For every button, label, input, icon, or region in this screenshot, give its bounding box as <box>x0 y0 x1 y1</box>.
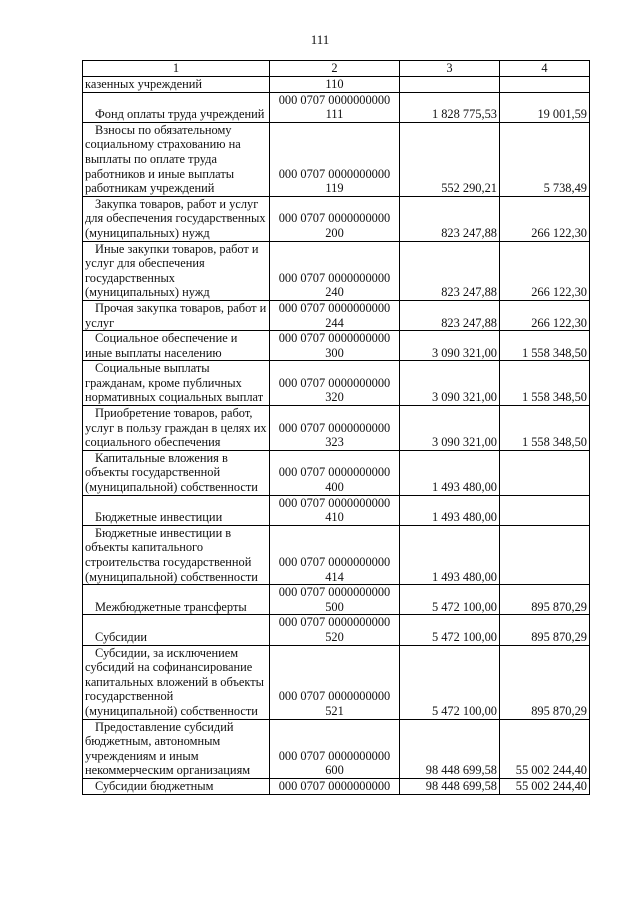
approved-amount: 3 090 321,00 <box>400 406 500 451</box>
approved-amount: 98 448 699,58 <box>400 778 500 794</box>
approved-amount <box>400 77 500 93</box>
table-row <box>83 450 590 495</box>
expense-type-code: 320 <box>325 390 344 405</box>
executed-amount: 1 558 348,50 <box>500 361 590 406</box>
approved-amount: 1 493 480,00 <box>400 450 500 495</box>
executed-amount: 55 002 244,40 <box>500 719 590 778</box>
table-row <box>83 645 590 719</box>
kbk-code: 000 0707 0000000000 <box>278 375 391 390</box>
table-row <box>83 300 590 330</box>
executed-amount <box>500 450 590 495</box>
row-name: Закупка товаров, работ и услуг для обеспечения государственных (муниципальных) нужд <box>83 196 270 241</box>
kbk-code: 000 0707 0000000000 <box>278 748 391 763</box>
expense-type-code: 414 <box>325 569 344 584</box>
row-name: Взносы по обязательному социальному страхованию на выплаты по оплате труда работников и иные выплаты работникам учреждений <box>83 122 270 196</box>
table-row <box>83 122 590 196</box>
row-code <box>270 525 400 584</box>
kbk-code: 000 0707 0000000000 <box>278 689 391 704</box>
kbk-code: 000 0707 0000000000 <box>278 495 391 510</box>
approved-amount: 5 472 100,00 <box>400 645 500 719</box>
row-name: Межбюджетные трансферты <box>83 585 270 615</box>
kbk-code: 000 0707 0000000000 <box>278 585 391 600</box>
kbk-code: 000 0707 0000000000 <box>278 331 391 346</box>
executed-amount: 19 001,59 <box>500 92 590 122</box>
expense-type-code: 410 <box>325 510 344 525</box>
table-row <box>83 196 590 241</box>
approved-amount: 3 090 321,00 <box>400 331 500 361</box>
row-name: Капитальные вложения в объекты государственной (муниципальной) собственности <box>83 450 270 495</box>
row-code <box>270 300 400 330</box>
table-row <box>83 615 590 645</box>
expense-type-code: 600 <box>325 763 344 778</box>
executed-amount: 895 870,29 <box>500 615 590 645</box>
kbk-code: 000 0707 0000000000 <box>278 211 391 226</box>
row-name: Бюджетные инвестиции <box>83 495 270 525</box>
kbk-code: 000 0707 0000000000 <box>278 420 391 435</box>
approved-amount: 823 247,88 <box>400 196 500 241</box>
kbk-code: 000 0707 0000000000 <box>278 465 391 480</box>
approved-amount: 1 493 480,00 <box>400 525 500 584</box>
kbk-code: 000 0707 0000000000 <box>278 166 391 181</box>
approved-amount: 5 472 100,00 <box>400 585 500 615</box>
row-name: казенных учреждений <box>83 77 270 93</box>
expense-type-code: 200 <box>325 225 344 240</box>
table-body <box>83 61 590 795</box>
table-row <box>83 331 590 361</box>
expense-type-code: 240 <box>325 285 344 300</box>
table-row <box>83 525 590 584</box>
kbk-code: 000 0707 0000000000 <box>278 778 391 793</box>
row-code <box>270 406 400 451</box>
executed-amount <box>500 77 590 93</box>
column-number: 3 <box>400 61 500 77</box>
table-row <box>83 241 590 300</box>
row-code <box>270 92 400 122</box>
executed-amount: 266 122,30 <box>500 196 590 241</box>
expense-type-code: 400 <box>325 480 344 495</box>
row-code <box>270 331 400 361</box>
kbk-code: 000 0707 0000000000 <box>278 555 391 569</box>
kbk-code: 000 0707 0000000000 <box>278 300 391 315</box>
row-code <box>270 645 400 719</box>
row-code <box>270 450 400 495</box>
expense-type-code: 111 <box>325 107 344 122</box>
table-row <box>83 361 590 406</box>
row-code <box>270 585 400 615</box>
page-number: 111 <box>310 32 330 47</box>
expense-type-code: 520 <box>325 629 344 644</box>
executed-amount <box>500 495 590 525</box>
row-code <box>270 495 400 525</box>
row-name: Прочая закупка товаров, работ и услуг <box>83 300 270 330</box>
table-row <box>83 585 590 615</box>
executed-amount: 266 122,30 <box>500 241 590 300</box>
table-row <box>83 406 590 451</box>
row-name: Иные закупки товаров, работ и услуг для обеспечения государственных (муниципальных) нужд <box>83 241 270 300</box>
row-name: Субсидии, за исключением субсидий на софинансирование капитальных вложений в объекты государственной (муниципальной) собственности <box>83 645 270 719</box>
executed-amount: 895 870,29 <box>500 585 590 615</box>
row-name: Субсидии <box>83 615 270 645</box>
row-name: Социальные выплаты гражданам, кроме публичных нормативных социальных выплат <box>83 361 270 406</box>
kbk-code: 000 0707 0000000000 <box>278 615 391 630</box>
row-code <box>270 778 400 794</box>
approved-amount: 1 828 775,53 <box>400 92 500 122</box>
table-row <box>83 92 590 122</box>
row-code <box>270 196 400 241</box>
row-name: Социальное обеспечение и иные выплаты населению <box>83 331 270 361</box>
column-number: 1 <box>83 61 270 77</box>
approved-amount: 98 448 699,58 <box>400 719 500 778</box>
column-number: 2 <box>270 61 400 77</box>
row-name: Приобретение товаров, работ, услуг в пользу граждан в целях их социального обеспечения <box>83 406 270 451</box>
expense-type-code: 300 <box>325 345 344 360</box>
table-row <box>83 719 590 778</box>
row-name: Фонд оплаты труда учреждений <box>83 92 270 122</box>
row-name: Предоставление субсидий бюджетным, автономным учреждениям и иным некоммерческим организациям <box>83 719 270 778</box>
executed-amount: 266 122,30 <box>500 300 590 330</box>
executed-amount: 55 002 244,40 <box>500 778 590 794</box>
executed-amount: 5 738,49 <box>500 122 590 196</box>
column-number-row <box>83 61 590 77</box>
approved-amount: 1 493 480,00 <box>400 495 500 525</box>
table-row <box>83 778 590 794</box>
approved-amount: 823 247,88 <box>400 300 500 330</box>
column-number: 4 <box>500 61 590 77</box>
row-code <box>270 122 400 196</box>
row-code <box>270 77 400 93</box>
expense-type-code: 500 <box>325 599 344 614</box>
executed-amount <box>500 525 590 584</box>
expense-type-code: 323 <box>325 435 344 450</box>
row-code <box>270 719 400 778</box>
budget-table <box>82 60 590 795</box>
executed-amount: 1 558 348,50 <box>500 331 590 361</box>
approved-amount: 3 090 321,00 <box>400 361 500 406</box>
row-code <box>270 241 400 300</box>
expense-type-code: 119 <box>325 181 344 196</box>
row-code <box>270 615 400 645</box>
approved-amount: 823 247,88 <box>400 241 500 300</box>
table-row <box>83 495 590 525</box>
executed-amount: 1 558 348,50 <box>500 406 590 451</box>
expense-type-code: 244 <box>325 315 344 330</box>
row-code <box>270 361 400 406</box>
expense-type-code: 521 <box>325 703 344 718</box>
row-name: Бюджетные инвестиции в объекты капитального строительства государственной (муниципальной) собственности <box>83 525 270 584</box>
approved-amount: 5 472 100,00 <box>400 615 500 645</box>
kbk-code: 000 0707 0000000000 <box>278 92 391 107</box>
kbk-code: 000 0707 0000000000 <box>278 270 391 285</box>
row-name: Субсидии бюджетным <box>83 778 270 794</box>
executed-amount: 895 870,29 <box>500 645 590 719</box>
table-row <box>83 77 590 93</box>
expense-type-code: 110 <box>325 77 344 91</box>
approved-amount: 552 290,21 <box>400 122 500 196</box>
